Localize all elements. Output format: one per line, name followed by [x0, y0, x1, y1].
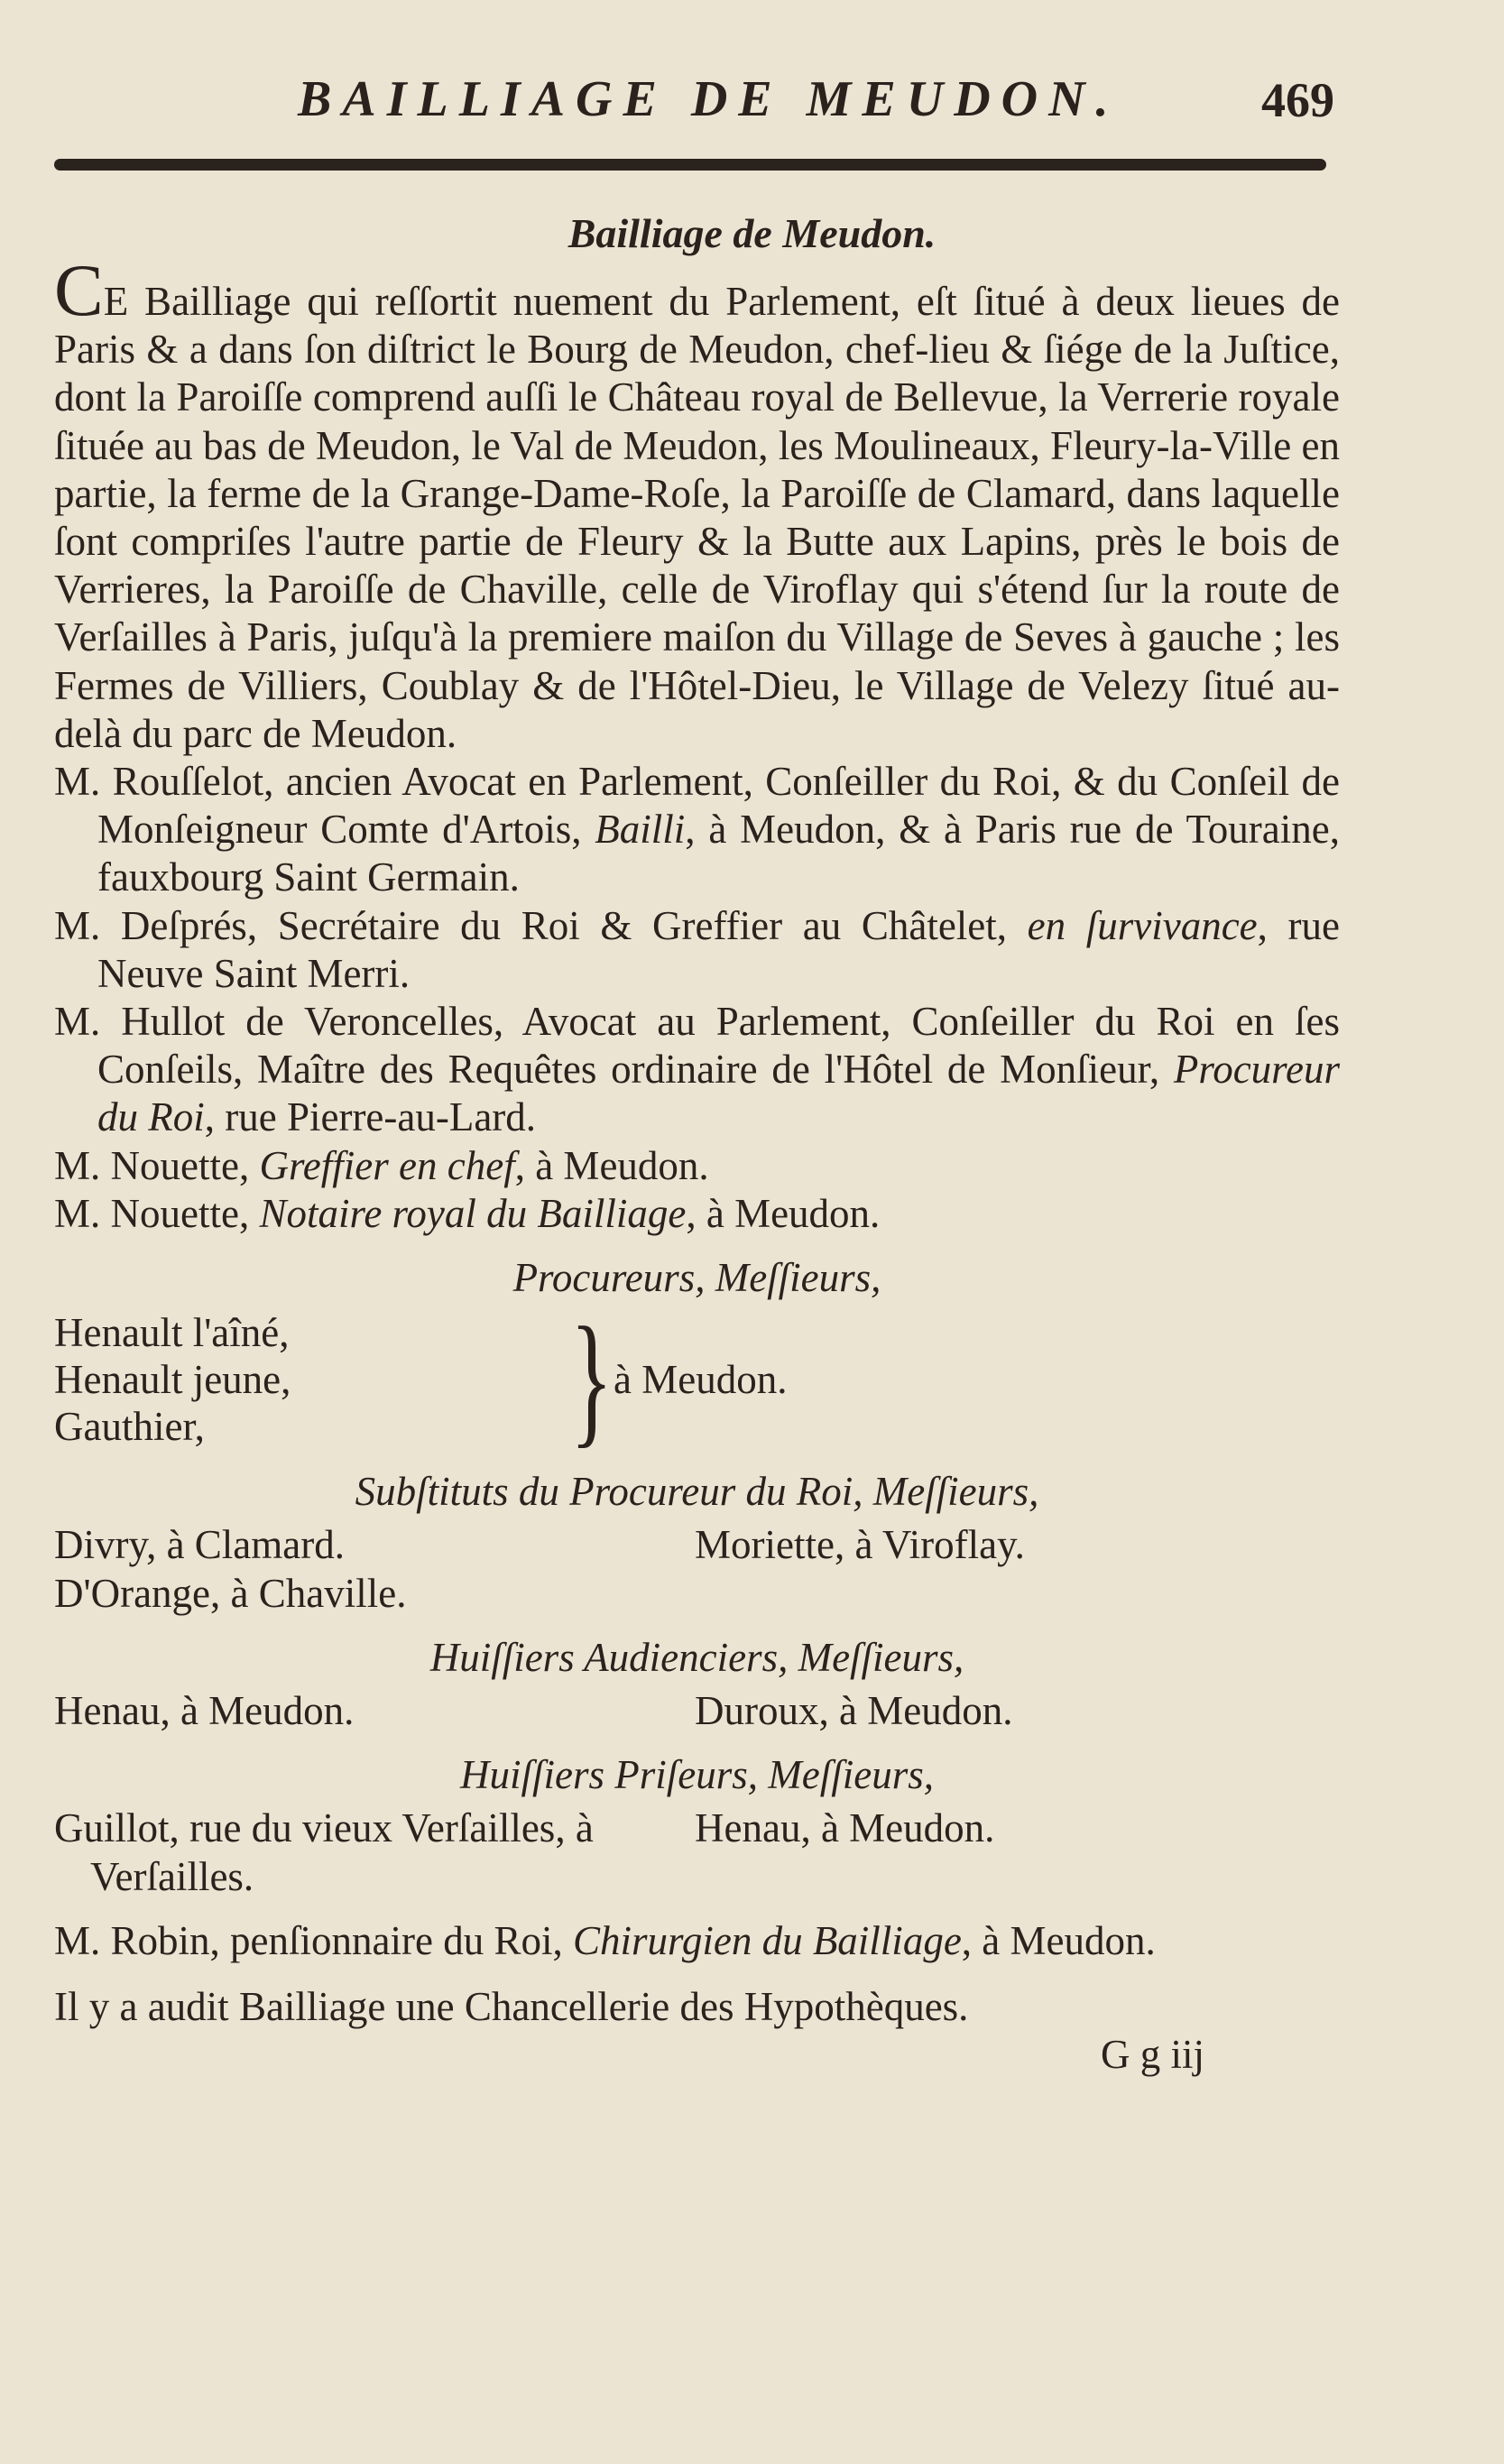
list-item: Moriette, à Viroflay. [695, 1522, 1025, 1568]
officer-entry [54, 758, 1340, 902]
officer-text: M. Deſprés, Secrétaire du Roi & Greffier au Châtelet, [54, 902, 1008, 948]
procureurs-heading: Procureurs, Meſſieurs, [512, 1255, 881, 1301]
officer-text: , à Meudon, & à Paris rue de Touraine, fauxbourg Saint Germain. [97, 807, 1340, 900]
audienciers-list [54, 1687, 1340, 1735]
officer-text: , à Meudon. [514, 1142, 709, 1188]
section-title: Bailliage de Meudon. [567, 210, 937, 256]
audienciers-heading: Huiſſiers Audienciers, Meſſieurs, [429, 1634, 964, 1680]
brace-icon: } [570, 1297, 614, 1462]
procureurs-location: à Meudon. [614, 1356, 788, 1402]
left-column [54, 1687, 695, 1735]
officer-title: Notaire royal du Bailliage [259, 1190, 687, 1236]
substituts-heading: Subſtituts du Procureur du Roi, Meſſieurs, [355, 1469, 1039, 1515]
chirurgien-entry [54, 1917, 1340, 1965]
officer-text: , à Meudon. [686, 1190, 881, 1236]
procureurs-list [54, 1297, 1340, 1462]
substituts-list [54, 1521, 1340, 1617]
officer-entry [54, 998, 1340, 1142]
list-item: Henau, à Meudon. [695, 1805, 995, 1851]
left-column [54, 1804, 695, 1900]
officer-text: M. Rouſſelot, ancien Avocat en Parlement, Conſeiller du Roi, & du Conſeil de Monſeigneur Comte d'Artois, [54, 759, 1340, 853]
header-rule [54, 159, 1326, 171]
officer-text: M. Robin, penſionnaire du Roi, [54, 1917, 563, 1963]
intro-text: E Bailliage qui reſſortit nuement du Parlement, eſt ſitué à deux lieues de Paris & a dans ſon diſtrict le Bourg de Meudon, chef-lieu & ſiége de la Juſtice, dont la Paroiſſe comprend auſſi le Château royal de Bellevue, la Verrerie royale ſituée au bas de Meudon, le Val de Meudon, les Moulineaux, Fleury-la-Ville en partie, la ferme de la Grange-Dame-Roſe, la Paroiſſe de Clamard, dans laquelle ſont compriſes l'autre partie de Fleury & la Butte aux Lapins, près le bois de Verrieres, la Paroiſſe de Chaville, celle de Viroflay qui s'étend ſur la route de Verſailles à Paris, juſqu'à la premiere maiſon du Village de Seves à gauche ; les Fermes de Villiers, Coublay & de l'Hôtel-Dieu, le Village de Velezy ſitué au-delà du parc de Meudon. [54, 279, 1340, 756]
page-header [0, 70, 1504, 143]
officer-title: Greffier en chef [259, 1142, 515, 1188]
drop-cap: C [54, 249, 104, 331]
running-head: BAILLIAGE DE MEUDON. [298, 71, 1120, 127]
left-column [54, 1521, 695, 1617]
list-item: Duroux, à Meudon. [695, 1688, 1013, 1734]
officer-text: , rue Neuve Saint Merri. [97, 902, 1340, 996]
body-text [54, 249, 1340, 2080]
officer-title: en ſurvivance [1027, 902, 1258, 948]
closing-note: Il y a audit Bailliage une Chancellerie des Hypothèques. [54, 1984, 969, 2030]
officer-text: , à Meudon. [961, 1917, 1156, 1963]
officer-entry [54, 902, 1340, 998]
intro-paragraph [54, 249, 1340, 758]
list-item: D'Orange, à Chaville. [54, 1570, 407, 1616]
procureurs-names [54, 1309, 559, 1450]
priseurs-list [54, 1804, 1340, 1900]
officer-title: Procureur du Roi [97, 1047, 1340, 1140]
officer-title: Bailli [595, 807, 686, 853]
officer-entry [54, 1190, 1340, 1238]
list-item: Henau, à Meudon. [54, 1688, 355, 1734]
list-item: Gauthier, [54, 1404, 205, 1450]
officer-title: Chirurgien du Bailliage [572, 1917, 962, 1963]
officer-text: , rue Pierre-au-Lard. [204, 1094, 537, 1140]
officer-text: M. Nouette, [54, 1190, 250, 1236]
page-number: 469 [1261, 73, 1334, 127]
officer-text: M. Nouette, [54, 1142, 250, 1188]
list-item: Henault jeune, [54, 1357, 291, 1403]
right-column [695, 1687, 1012, 1735]
officer-entry [54, 1142, 1340, 1190]
right-column [695, 1521, 1025, 1617]
list-item: Henault l'aîné, [54, 1310, 290, 1356]
priseurs-heading: Huiſſiers Priſeurs, Meſſieurs, [460, 1752, 934, 1798]
officer-text: M. Hullot de Veroncelles, Avocat au Parlement, Conſeiller du Roi en ſes Conſeils, Maître des Requêtes ordinaire de l'Hôtel de Monſieur, [54, 999, 1340, 1093]
right-column [695, 1804, 994, 1900]
list-item: Divry, à Clamard. [54, 1522, 345, 1568]
list-item: Guillot, rue du vieux Verſailles, à Verſailles. [54, 1805, 594, 1899]
signature-mark: G g iij [1100, 2032, 1204, 2078]
